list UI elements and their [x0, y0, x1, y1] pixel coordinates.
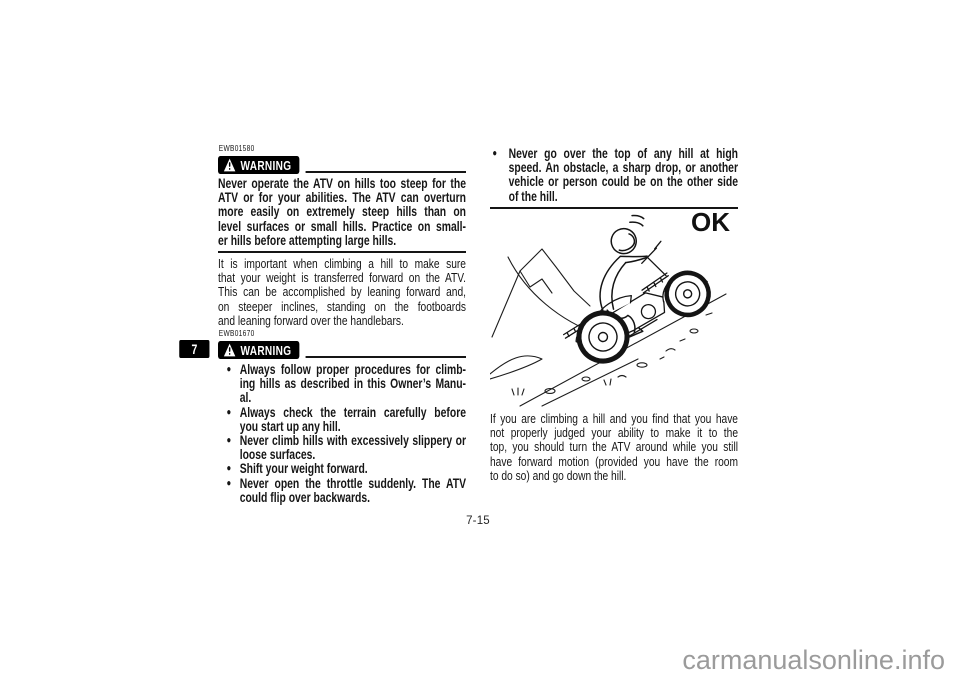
- text-line: to do so) and go down the hill.: [490, 467, 627, 483]
- bullet-text: [240, 406, 466, 434]
- text-line: Shift your weight forward.: [239, 461, 368, 477]
- text-line: If you are climbing a hill and you find that you have: [490, 411, 738, 426]
- bullet-item: [218, 477, 466, 505]
- text-line: not properly judged your ability to make it to the: [490, 425, 738, 441]
- atv-line-art: [490, 209, 738, 407]
- chapter-tab: 7: [179, 340, 209, 358]
- text-line: level surfaces or small hills. Practice on small-: [218, 218, 466, 234]
- text-line: Never operate the ATV on hills too steep for the: [218, 176, 466, 191]
- bullet-icon: ●: [492, 148, 498, 159]
- text-line: Never climb hills with excessively slippery or: [239, 433, 466, 449]
- text-line: ing hills as described in this Owner’s Manu-: [239, 376, 466, 392]
- text-line: It is important when climbing a hill to make sure: [218, 256, 466, 272]
- text-line: ATV or for your abilities. The ATV can overturn: [218, 190, 466, 206]
- bullet-text: [240, 363, 466, 406]
- bullet-item: [218, 406, 466, 434]
- text-line: top, you should turn the ATV around while you still: [490, 439, 738, 455]
- text-line: more easily on extremely steep hills than on: [218, 204, 466, 220]
- text-line: Never open the throttle suddenly. The ATV: [239, 475, 466, 491]
- warning-rule: [305, 171, 466, 173]
- left-column: [191, 143, 466, 505]
- warning-header: [218, 154, 466, 174]
- body-paragraph: [490, 412, 738, 483]
- warning-box: [218, 156, 299, 174]
- bullet-text: [240, 462, 466, 476]
- bullet-text: [240, 434, 466, 462]
- warning-triangle-icon: [223, 343, 235, 357]
- text-line: have forward motion (provided you have the room: [490, 453, 738, 469]
- text-line: on steeper inclines, standing on the footboards: [218, 298, 466, 314]
- text-line: This can be accomplished by leaning forward and,: [218, 284, 466, 300]
- bullet-text: [509, 147, 738, 204]
- warning2-bullet-list: [218, 363, 466, 505]
- bullet-item: [218, 462, 466, 476]
- text-line: al.: [239, 390, 252, 406]
- figure-ok-label: OK: [691, 207, 730, 237]
- watermark: carmanualsonline.info: [682, 645, 945, 675]
- atv-hill-climb-illustration: [490, 209, 738, 407]
- bullet-icon: ●: [226, 435, 232, 447]
- bullet-icon: ●: [226, 406, 232, 418]
- text-line: loose surfaces.: [239, 447, 316, 463]
- closing-rule: [218, 251, 466, 253]
- text-line: that your weight is transferred forward on the ATV.: [218, 270, 466, 286]
- page-number: 7-15: [466, 515, 490, 527]
- text-line: Never go over the top of any hill at high: [508, 146, 738, 161]
- text-line: Always check the terrain carefully before: [239, 404, 466, 420]
- text-line: speed. An obstacle, a sharp drop, or another: [508, 160, 738, 176]
- bullet-text: [240, 477, 466, 505]
- warning-header: [191, 339, 466, 359]
- reference-code: EWB01670: [218, 328, 255, 339]
- text-line: Always follow proper procedures for climb-: [239, 362, 466, 378]
- text-line: could flip over backwards.: [239, 489, 371, 505]
- warning-rule: [305, 356, 466, 358]
- right-column-warning: [490, 144, 738, 213]
- text-line: and leaning forward over the handlebars.: [218, 312, 404, 328]
- right-column-paragraph: [490, 412, 738, 483]
- warning-label: WARNING: [240, 157, 292, 173]
- reference-code: EWB01580: [218, 143, 255, 153]
- bullet-icon: ●: [226, 364, 232, 376]
- warning1-text: [218, 177, 466, 248]
- bullet-item: [218, 363, 466, 406]
- bullet-icon: ●: [226, 477, 232, 489]
- warning-box: [218, 341, 299, 359]
- warning-triangle-icon: [223, 158, 235, 172]
- warning-label: WARNING: [240, 342, 292, 358]
- text-line: you start up any hill.: [239, 418, 341, 434]
- text-line: of the hill.: [508, 188, 558, 204]
- warning-bullet-list: [490, 147, 738, 204]
- text-line: er hills before attempting large hills.: [218, 232, 397, 248]
- bullet-item: [218, 434, 466, 462]
- text-line: vehicle or person could be on the other side: [508, 174, 738, 190]
- bullet-item: [490, 147, 738, 204]
- body-paragraph: [218, 257, 466, 328]
- bullet-icon: ●: [226, 463, 232, 475]
